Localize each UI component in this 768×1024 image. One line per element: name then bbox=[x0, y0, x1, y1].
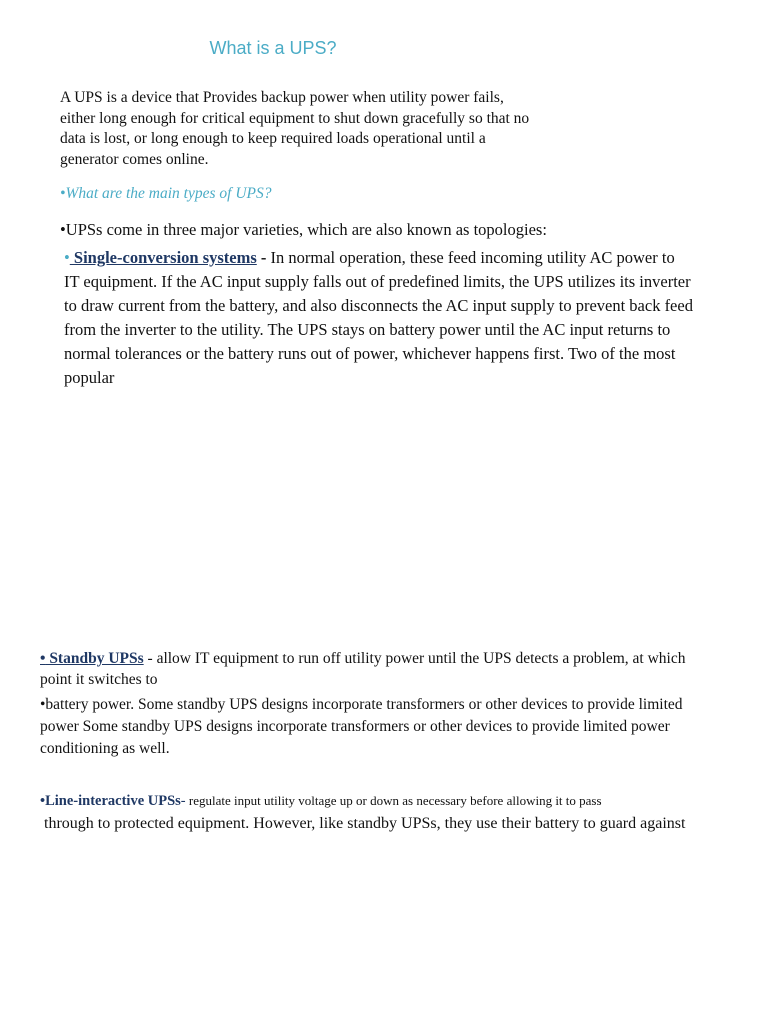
standby-paragraph bbox=[40, 648, 720, 690]
standby-term: Standby UPSs bbox=[45, 650, 144, 667]
line-interactive-text-small: regulate input utility voltage up or down as necessary before allowing it to pass bbox=[185, 793, 602, 808]
question-text: What are the main types of UPS? bbox=[65, 185, 272, 202]
single-conversion-dash: - bbox=[256, 248, 271, 267]
bullet: • bbox=[64, 248, 70, 267]
single-conversion-text: In normal operation, these feed incoming utility AC power to IT equipment. If the AC input supply falls out of predefined limits, the UPS utilizes its inverter to draw current from the battery, and also disconnects the AC input supply to prevent back feed from the inverter to the utility. The UPS stays on battery power until the AC input returns to normal tolerances or the battery runs out of power, whichever happens first. Two of the most popular bbox=[64, 248, 693, 387]
varieties-paragraph: •UPSs come in three major varieties, which are also known as topologies: bbox=[60, 220, 547, 239]
bullet: • bbox=[40, 793, 46, 809]
standby-text: - allow IT equipment to run off utility power until the UPS detects a problem, at which point it switches to bbox=[40, 650, 686, 688]
line-interactive-dash: - bbox=[180, 793, 186, 809]
line-interactive-continuation: through to protected equipment. However, like standby UPSs, they use their battery to guard against bbox=[44, 815, 686, 832]
single-conversion-paragraph bbox=[64, 246, 694, 390]
intro-paragraph: A UPS is a device that Provides backup power when utility power fails, either long enough for critical equipment to shut down gracefully so that no data is lost, or long enough to keep required loads operational until a generator comes online. bbox=[60, 89, 530, 168]
question-heading bbox=[60, 185, 272, 203]
single-conversion-term: Single-conversion systems bbox=[69, 248, 257, 267]
bullet: • bbox=[40, 650, 46, 667]
line-interactive-term: Line-interactive UPSs bbox=[45, 793, 181, 809]
standby-continuation: •battery power. Some standby UPS designs incorporate transformers or other devices to provide limited power Some standby UPS designs incorporate transformers or other devices to provide limited power conditioning as well. bbox=[40, 696, 683, 757]
page-title: What is a UPS? bbox=[209, 38, 337, 58]
bullet: • bbox=[60, 185, 66, 202]
line-interactive-paragraph bbox=[40, 792, 720, 810]
